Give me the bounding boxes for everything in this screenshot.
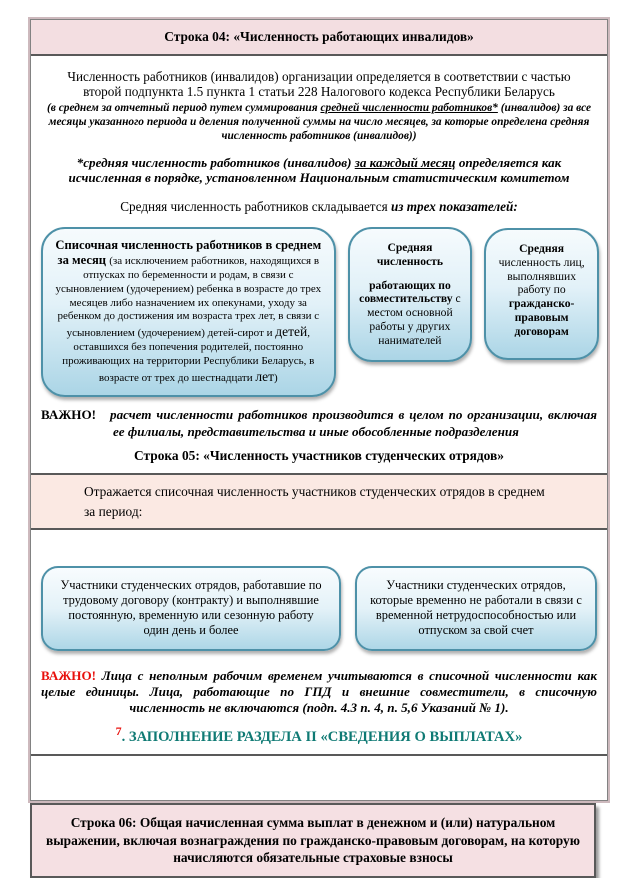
summation-underlined: средней численности работников*: [320, 102, 498, 115]
bottom-spacer: [31, 754, 607, 800]
note-suffix: определяется как исчисленная в порядке, установленном Национальным статистическим комитетом: [68, 154, 570, 186]
stroka06-box: [30, 803, 596, 877]
box-right-part1: Средняя: [519, 241, 565, 255]
note-underlined: за каждый месяц: [354, 154, 456, 170]
summation-prefix: (в среднем за отчетный период путем суммирования: [46, 102, 321, 115]
indicator-box-parttime: [348, 227, 473, 362]
important-1-text: расчет численности работников производится в целом по организации, включая ее филиалы, представительства и иные обособленные подразделения: [110, 407, 597, 439]
box-main-large1: детей: [275, 324, 308, 340]
intro-paragraph: [55, 69, 583, 99]
document-page: [28, 17, 610, 878]
box-main-body3: ): [274, 371, 278, 384]
page-frame: [28, 17, 610, 803]
student-box-row: [41, 566, 597, 651]
student-box-working-text: Участники студенческих отрядов, работавшие по трудовому договору (контракту) и выполнявшие постоянную, временную или сезонную работу один день и более: [60, 578, 322, 638]
box-main-large2: лет: [255, 368, 275, 384]
note-prefix: *средняя численность работников (инвалидов): [76, 154, 355, 170]
indicators-lead: [39, 199, 599, 215]
student-box-not-working: [355, 566, 597, 651]
intro-text: Численность работников (инвалидов) организации определяется в соответствии с частью второй подпункта 1.5 пункта 1 статьи 228 Налогового кодекса Республики Беларусь: [67, 69, 571, 100]
box-main-title: Списочная численность работников в среднем за месяц: [55, 237, 322, 268]
stroka05-title: [39, 448, 599, 464]
important-2-text: Лица с неполным рабочим временем учитываются в списочной численности как целые единицы. Лица, работающие по ГПД и внешние совместители, в списочную численность не включаются (подп. 4.3 п. 4, п. 5,6 Указаний № 1).: [41, 667, 597, 716]
monthly-note-paragraph: [41, 155, 597, 186]
box-mid-line3: с местом основной работы у других нанимателей: [367, 292, 461, 348]
stroka05-title-text: Строка 05: «Численность участников студенческих отрядов»: [134, 448, 504, 464]
box-mid-gap: [357, 269, 464, 279]
indicator-box-row: [41, 227, 599, 398]
stroka04-section: [31, 69, 607, 464]
important-1-label: ВАЖНО!: [41, 407, 97, 423]
box-main-body2: , оставшихся без попечения родителей, постоянно проживающих на территории Республики Беларусь, в возрасте от трех до шестнадцати: [62, 327, 315, 384]
important-2-label: ВАЖНО!: [41, 667, 97, 683]
lead-bold: из трех показателей:: [390, 198, 518, 214]
stroka05-band-text: Отражается списочная численность участников студенческих отрядов в среднем за период:: [84, 484, 545, 519]
student-box-working: [41, 566, 341, 651]
box-mid-line2: работающих по совместительству: [359, 278, 453, 306]
box-right-part3: гражданско-правовым договорам: [508, 297, 575, 339]
summation-paragraph: [41, 102, 597, 144]
box-main-body1: (за исключением работников, находящихся в отпусках по беременности и родам, в связи с усыновлением (удочерением) ребенка в возрасте до трех месяцев либо назначением их опекунами, уходу за ребенком до достижения им возраста трех лет, в связи с усыновлением (удочерением) детей-сирот и: [55, 255, 322, 340]
stroka05-section: [31, 566, 607, 745]
section7-heading-text: . ЗАПОЛНЕНИЕ РАЗДЕЛА II «СВЕДЕНИЯ О ВЫПЛАТАХ»: [121, 728, 523, 745]
student-box-not-working-text: Участники студенческих отрядов, которые временно не работали в связи с временной нетрудоспособностью или отпуском за свой счет: [370, 578, 582, 638]
stroka05-band: [31, 473, 607, 530]
indicator-box-list-count: [41, 227, 336, 398]
indicator-box-civil-contracts: [484, 228, 599, 360]
stroka06-title: Строка 06: Общая начисленная сумма выплат в денежном и (или) натуральном выражении, включая вознаграждения по гражданско-правовым договорам, на которую начисляются обязательные страховые взносы: [46, 815, 580, 866]
lead-regular: Средняя численность работников складывается: [120, 198, 391, 214]
box-right-part2: численность лиц, выполнявших работу по: [498, 255, 585, 297]
summation-suffix: (инвалидов) за все месяцы указанного периода и деления полученной суммы на число месяцев, за которые определена средняя численность работников (инвалидов)): [48, 102, 592, 142]
section7-number: 7: [115, 723, 122, 738]
page-frame-inner: [30, 19, 608, 801]
important-note-2: [41, 668, 597, 717]
section7-heading: [39, 724, 599, 746]
important-note-1: [41, 407, 597, 440]
stroka04-header-band: [31, 20, 607, 56]
stroka04-title: Строка 04: «Численность работающих инвалидов»: [164, 29, 474, 44]
box-mid-line1: Средняя численность: [376, 240, 443, 268]
